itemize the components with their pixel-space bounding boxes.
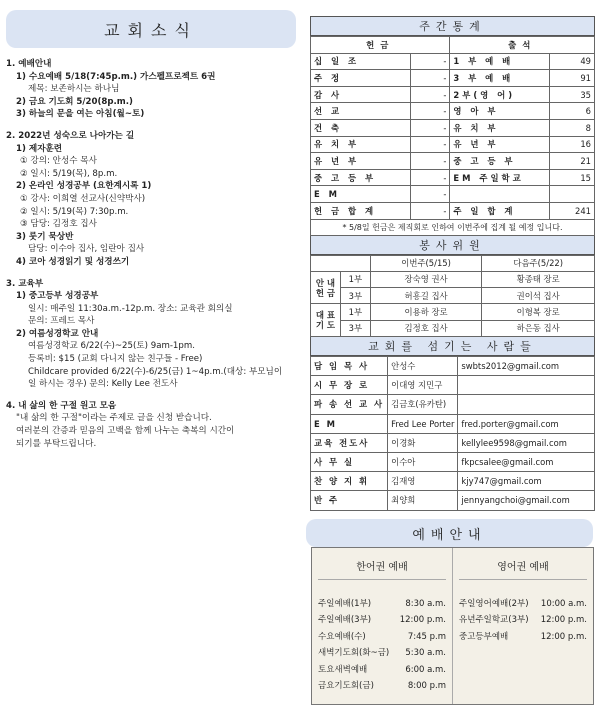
worship-name: 주일예배(3부) <box>318 615 372 626</box>
worship-time: 10:00 a.m. <box>540 599 587 609</box>
attendance-value: 15 <box>550 169 595 186</box>
staff-row <box>311 376 595 395</box>
offering-header: 헌금 <box>311 37 450 54</box>
news-item-head: 4) 코아 성경읽기 및 성경쓰기 <box>16 256 130 267</box>
service-group-label: 대 표 기 도 <box>311 304 341 337</box>
worship-name: 중고등부예배 <box>459 631 509 642</box>
worship-time: 12:00 p.m. <box>399 615 446 626</box>
this-week-header: 이번주(5/15) <box>370 255 482 271</box>
worship-item <box>318 629 446 645</box>
worship-time: 8:00 p.m <box>407 681 446 692</box>
staff-name: 안성수 <box>388 357 458 376</box>
staff-email <box>458 376 595 395</box>
staff-name: 김금호(유카탄) <box>388 395 458 414</box>
staff-name: Fred Lee Porter <box>388 414 458 433</box>
offering-label: 유 치 부 <box>311 136 411 153</box>
service-next-week: 황종태 장로 <box>482 271 595 287</box>
worship-time: 8:30 a.m. <box>405 599 446 609</box>
news-item-detail: Childcare provided 6/22(수)-6/25(금) 1~4p.m.(대상: 부모님이 <box>28 366 283 377</box>
korean-worship-column <box>312 548 453 704</box>
staff-role: 담 임 목 사 <box>311 357 388 376</box>
next-week-header: 다음주(5/22) <box>482 255 595 271</box>
service-this-week: 이용하 장로 <box>370 304 482 320</box>
news-item-detail: 일시: 매주일 11:30a.m.-12p.m. 장소: 교육관 회의실 <box>28 303 233 314</box>
attendance-value: 49 <box>550 53 595 70</box>
news-section-title: 4. 내 삶의 한 구절 원고 모음 <box>6 400 117 411</box>
staff-row <box>311 452 595 471</box>
service-next-week: 이형복 장로 <box>482 304 595 320</box>
church-news-column <box>6 10 296 450</box>
staff-name: 이대영 지민구 <box>388 376 458 395</box>
attendance-label: 2부(영 어) <box>450 86 550 103</box>
news-item-detail: 문의: 프레드 목사 <box>28 316 95 327</box>
staff-role: 시 무 장 로 <box>311 376 388 395</box>
news-item-detail: ① 강사: 이희열 선교사(신약박사) <box>20 193 146 204</box>
worship-item <box>459 596 587 612</box>
staff-name: 이수아 <box>388 452 458 471</box>
service-this-week: 장숙영 권사 <box>370 271 482 287</box>
offering-label: 감 사 <box>311 86 411 103</box>
weekly-stats-header: 주간통계 <box>310 16 595 36</box>
worship-time: 7:45 p.m <box>407 631 446 642</box>
worship-item <box>318 612 446 628</box>
attendance-label: 주 일 합 계 <box>450 202 550 219</box>
attendance-label: 유 치 부 <box>450 119 550 136</box>
staff-email: fred.porter@gmail.com <box>458 414 595 433</box>
news-item-detail: 제목: 보존하시는 하나님 <box>28 84 120 95</box>
church-news-header: 교회소식 <box>6 10 296 48</box>
staff-email: kjy747@gmail.com <box>458 472 595 491</box>
worship-item <box>318 596 446 612</box>
worship-item <box>318 678 446 694</box>
worship-name: 수요예배(수) <box>318 631 366 642</box>
worship-guide <box>311 547 594 705</box>
news-item-head: 3) 룻기 묵상반 <box>16 231 74 242</box>
worship-time: 12:00 p.m. <box>540 631 587 642</box>
staff-row <box>311 433 595 452</box>
service-table <box>310 255 595 337</box>
offering-value: - <box>410 202 450 219</box>
staff-email: swbts2012@gmail.com <box>458 357 595 376</box>
news-item-detail: 여름성경학교 6/22(수)~25(토) 9am-1pm. <box>28 341 195 352</box>
weekly-row <box>311 103 595 120</box>
news-section-title: 3. 교육부 <box>6 278 44 289</box>
service-group-label: 안 내 헌 금 <box>311 271 341 304</box>
attendance-header: 출석 <box>450 37 595 54</box>
offering-value: - <box>410 186 450 203</box>
attendance-value <box>550 186 595 203</box>
worship-name: 주일예배(1부) <box>318 599 372 609</box>
service-next-week: 권이석 집사 <box>482 288 595 304</box>
staff-role: 교육 전도사 <box>311 433 388 452</box>
staff-email: jennyangchoi@gmail.com <box>458 491 595 510</box>
staff-email: kellylee9598@gmail.com <box>458 433 595 452</box>
info-column <box>310 16 595 511</box>
staff-role: 파 송 선 교 사 <box>311 395 388 414</box>
staff-row <box>311 357 595 376</box>
attendance-value: 8 <box>550 119 595 136</box>
worship-name: 유년주일학교(3부) <box>459 615 529 626</box>
offering-label: 선 교 <box>311 103 411 120</box>
news-item-head: 1) 중고등부 성경공부 <box>16 291 99 302</box>
offering-label: 주 정 <box>311 70 411 87</box>
weekly-stats-table <box>310 36 595 220</box>
news-item-detail: 담당: 이수아 집사, 임란아 집사 <box>28 244 145 255</box>
weekly-note: * 5/8일 헌금은 제직회로 인하여 이번주에 집계 될 예정 입니다. <box>310 220 595 236</box>
english-worship-title: 영어권 예배 <box>459 558 587 580</box>
news-item-head: 3) 하늘의 문을 여는 아침(월~토) <box>16 109 145 120</box>
offering-value: - <box>410 136 450 153</box>
offering-value: - <box>410 53 450 70</box>
worship-name: 주일영어예배(2부) <box>459 599 529 609</box>
news-paragraph: 되기를 부탁드립니다. <box>16 438 97 449</box>
weekly-row <box>311 53 595 70</box>
offering-value: - <box>410 169 450 186</box>
staff-row <box>311 414 595 433</box>
weekly-row <box>311 86 595 103</box>
staff-email <box>458 395 595 414</box>
english-worship-column <box>453 548 593 704</box>
offering-value: - <box>410 70 450 87</box>
weekly-row <box>311 202 595 219</box>
offering-label: E M <box>311 186 411 203</box>
service-part: 3부 <box>340 288 370 304</box>
staff-table <box>310 356 595 511</box>
news-paragraph: 여러분의 간증과 믿음의 고백을 함께 나누는 축복의 시간이 <box>16 426 235 437</box>
attendance-label <box>450 186 550 203</box>
service-row <box>311 304 595 320</box>
news-section-title: 1. 예배안내 <box>6 59 52 69</box>
attendance-label: 유 년 부 <box>450 136 550 153</box>
weekly-row <box>311 136 595 153</box>
worship-time: 6:00 a.m. <box>405 664 446 675</box>
worship-item <box>318 662 446 678</box>
attendance-label: 중 고 등 부 <box>450 153 550 170</box>
worship-item <box>318 645 446 661</box>
staff-name: 최양희 <box>388 491 458 510</box>
staff-role: 반 주 <box>311 491 388 510</box>
attendance-value: 35 <box>550 86 595 103</box>
worship-name: 금요기도회(금) <box>318 681 374 692</box>
attendance-label: EM 주일학교 <box>450 169 550 186</box>
staff-row <box>311 491 595 510</box>
attendance-value: 241 <box>550 202 595 219</box>
staff-email: fkpcsalee@gmail.com <box>458 452 595 471</box>
service-next-week: 하은동 집사 <box>482 320 595 336</box>
church-news-body <box>6 58 296 450</box>
offering-value: - <box>410 153 450 170</box>
news-item-head: 1) 수요예배 5/18(7:45p.m.) 가스펠프로젝트 6권 <box>16 71 216 82</box>
news-item-detail: ② 일시: 5/19(목), 8p.m. <box>20 168 118 179</box>
service-part: 1부 <box>340 271 370 287</box>
staff-row <box>311 472 595 491</box>
news-item-detail: ② 일시: 5/19(목) 7:30p.m. <box>20 206 129 217</box>
staff-header: 교회를 섬기는 사람들 <box>310 337 595 356</box>
korean-worship-title: 한어권 예배 <box>318 558 446 580</box>
service-this-week: 허흥길 집사 <box>370 288 482 304</box>
service-row <box>311 271 595 287</box>
news-item-detail: ③ 담당: 김정호 집사 <box>20 219 97 230</box>
service-this-week: 김정호 집사 <box>370 320 482 336</box>
worship-time: 5:30 a.m. <box>405 648 446 659</box>
service-part: 1부 <box>340 304 370 320</box>
weekly-row <box>311 186 595 203</box>
staff-role: E M <box>311 414 388 433</box>
staff-name: 김재영 <box>388 472 458 491</box>
news-item-head: 2) 금요 기도회 5/20(8p.m.) <box>16 96 133 107</box>
worship-header: 예배안내 <box>306 519 593 547</box>
attendance-value: 16 <box>550 136 595 153</box>
news-item-head: 1) 제자훈련 <box>16 143 63 154</box>
worship-time: 12:00 p.m. <box>540 615 587 626</box>
news-item-head: 2) 여름성경학교 안내 <box>16 328 99 339</box>
offering-label: 유 년 부 <box>311 153 411 170</box>
attendance-label: 영 아 부 <box>450 103 550 120</box>
offering-label: 헌 금 합 계 <box>311 202 411 219</box>
news-item-detail: 일 하시는 경우) 문의: Kelly Lee 전도사 <box>28 379 178 390</box>
worship-item <box>459 629 587 645</box>
service-part: 3부 <box>340 320 370 336</box>
weekly-row <box>311 119 595 136</box>
weekly-row <box>311 70 595 87</box>
offering-value: - <box>410 103 450 120</box>
offering-label: 건 축 <box>311 119 411 136</box>
staff-name: 이경화 <box>388 433 458 452</box>
attendance-label: 1 부 예 배 <box>450 53 550 70</box>
service-row <box>311 288 595 304</box>
weekly-row <box>311 153 595 170</box>
staff-role: 사 무 실 <box>311 452 388 471</box>
attendance-value: 21 <box>550 153 595 170</box>
service-row <box>311 320 595 336</box>
offering-value: - <box>410 119 450 136</box>
worship-item <box>459 612 587 628</box>
offering-label: 십 일 조 <box>311 53 411 70</box>
worship-name: 새벽기도회(화~금) <box>318 648 390 659</box>
news-section-title: 2. 2022년 성숙으로 나아가는 길 <box>6 130 135 141</box>
offering-value: - <box>410 86 450 103</box>
news-item-head: 2) 온라인 성경공부 (요한계시록 1) <box>16 181 152 192</box>
news-item-detail: ① 강의: 안성수 목사 <box>20 156 97 167</box>
worship-name: 토요새벽예배 <box>318 664 368 675</box>
attendance-value: 91 <box>550 70 595 87</box>
attendance-value: 6 <box>550 103 595 120</box>
weekly-row <box>311 169 595 186</box>
staff-role: 찬 양 지 휘 <box>311 472 388 491</box>
staff-row <box>311 395 595 414</box>
news-item-detail: 등록비: $15 (교회 다니지 않는 친구들 - Free) <box>28 354 203 365</box>
news-paragraph: "내 삶의 한 구절"이라는 주제로 글을 신청 받습니다. <box>16 413 212 424</box>
attendance-label: 3 부 예 배 <box>450 70 550 87</box>
service-header: 봉사위원 <box>310 236 595 255</box>
offering-label: 중 고 등 부 <box>311 169 411 186</box>
